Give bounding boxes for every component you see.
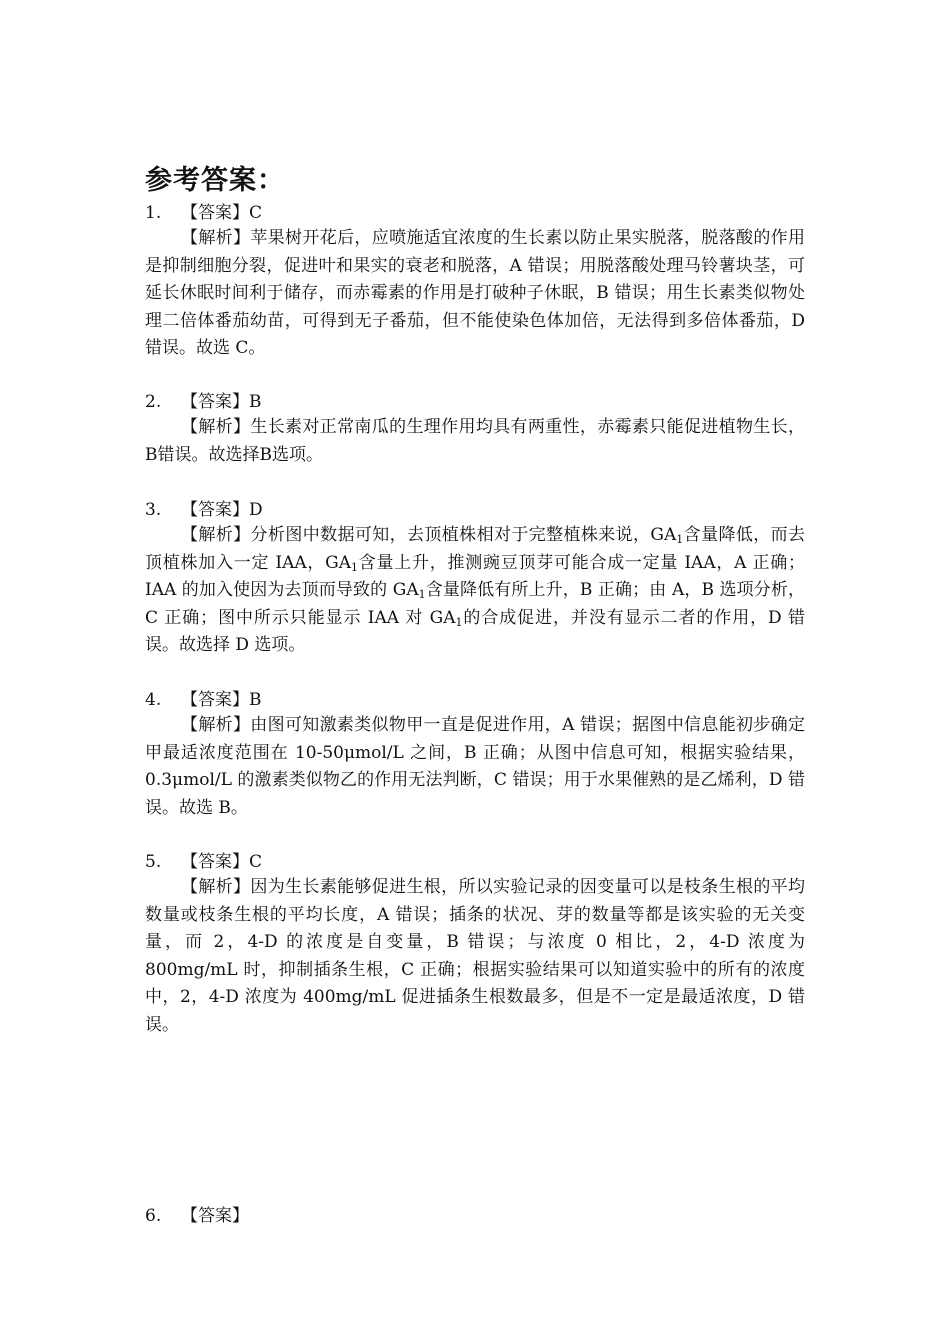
item-number: 3.: [145, 500, 162, 520]
explanation-text: 生长素对正常南瓜的生理作用均具有两重性，赤霉素只能促进植物生长，B错误。故选择B选项。: [145, 417, 806, 465]
explanation-5: [145, 874, 805, 1039]
answer-prefix: 【答案】: [181, 1206, 249, 1226]
explanation-text: 苹果树开花后，应喷施适宜浓度的生长素以防止果实脱落，脱落酸的作用是抑制细胞分裂，促进叶和果实的衰老和脱落，A 错误；用脱落酸处理马铃薯块茎，可延长休眠时间利于储存，而赤霉素的作用是打破种子休眠，B 错误；用生长素类似物处理二倍体番茄幼苗，可得到无子番茄，但不能使染色体加倍，无法得到多倍体番茄，D 错误。故选 C。: [145, 228, 806, 358]
answer-line-6: [145, 1203, 249, 1229]
item-number: 2.: [145, 392, 162, 412]
item-number: 5.: [145, 852, 162, 872]
explanation-text-part-3: 含量上升，推测豌豆顶芽可能合成一定量 IAA，A 正确；IAA 的加入使因为去顶而导致的 GA: [145, 552, 806, 600]
subscript-1: 1: [351, 560, 358, 574]
answer-line-2: [145, 389, 262, 415]
answer-prefix: 【答案】: [181, 203, 249, 223]
explanation-prefix: 【解析】: [181, 877, 251, 897]
explanation-1: [145, 225, 805, 363]
answer-prefix: 【答案】: [181, 500, 249, 520]
page-title: 参考答案：: [145, 165, 285, 196]
answer-line-4: [145, 687, 262, 713]
item-number: 1.: [145, 203, 162, 223]
explanation-text: 由图可知激素类似物甲一直是促进作用，A 错误；据图中信息能初步确定甲最适浓度范围在 10-50μmol/L 之间，B 正确；从图中信息可知，根据实验结果，0.3μmol/L 的激素类似物乙的作用无法判断，C 错误；用于水果催熟的是乙烯利，D 错误。故选 B。: [145, 715, 805, 818]
explanation-4: [145, 712, 805, 822]
answer-value: C: [249, 203, 263, 223]
answer-line-1: [145, 200, 262, 226]
answer-value: C: [249, 852, 263, 872]
explanation-text-part-4: 含量降低有所上升，B 正确；由 A，B 选项分析，C 正确；图中所示只能显示 IAA 对 GA: [145, 580, 805, 628]
explanation-prefix: 【解析】: [181, 228, 251, 248]
explanation-prefix: 【解析】: [181, 417, 251, 437]
explanation-2: [145, 414, 805, 469]
explanation-prefix: 【解析】: [181, 715, 251, 735]
subscript-1: 1: [418, 588, 426, 601]
subscript-1: 1: [676, 533, 684, 546]
explanation-3: [145, 522, 805, 660]
answer-value: B: [249, 392, 262, 412]
answer-prefix: 【答案】: [181, 690, 249, 710]
explanation-prefix: 【解析】: [181, 525, 251, 545]
answer-line-3: [145, 497, 263, 523]
item-number: 4.: [145, 690, 162, 710]
explanation-text: 因为生长素能够促进生根，所以实验记录的因变量可以是枝条生根的平均数量或枝条生根的平均长度，A 错误；插条的状况、芽的数量等都是该实验的无关变量，而 2，4-D 的浓度是自变量，B 错误；与浓度 0 相比，2，4-D 浓度为 800mg/mL 时，抑制插条生根，C 正确；根据实验结果可以知道实验中的所有的浓度中，2，4-D 浓度为 400mg/mL 促进插条生根数最多，但是不一定是最适浓度，D 错误。: [145, 877, 806, 1035]
answer-prefix: 【答案】: [181, 852, 249, 872]
answer-value: B: [249, 690, 262, 710]
item-number: 6.: [145, 1206, 162, 1226]
answer-prefix: 【答案】: [181, 392, 249, 412]
explanation-text-part-5: 的合成促进，并没有显示二者的作用，D 错误。故选择 D 选项。: [145, 607, 805, 655]
explanation-text-part-1: 分析图中数据可知，去顶植株相对于完整植株来说，GA: [250, 525, 677, 545]
answer-line-5: [145, 849, 262, 875]
explanation-text-part-2: 含量降低，而去顶植株加入一定 IAA，GA: [145, 525, 806, 573]
subscript-1: 1: [455, 615, 463, 629]
answer-value: D: [249, 500, 263, 520]
